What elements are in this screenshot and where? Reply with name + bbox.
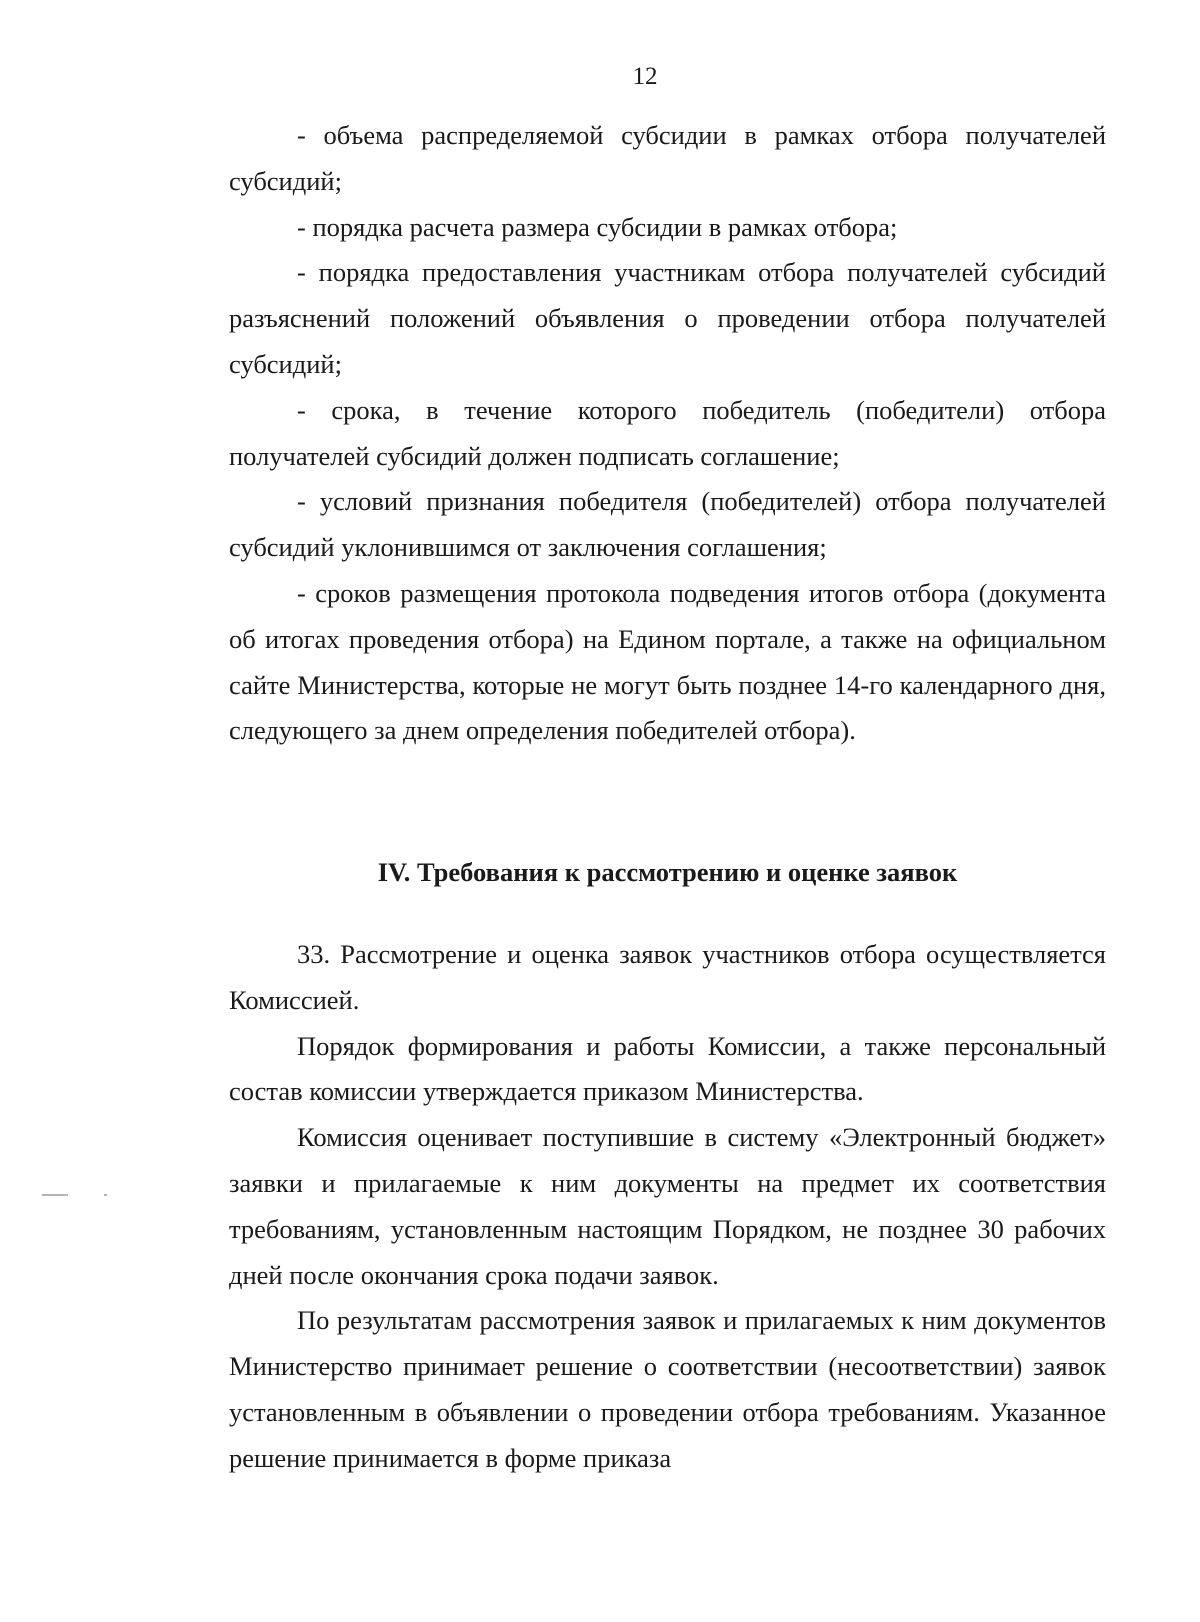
paragraph: 33. Рассмотрение и оценка заявок участников отбора осуществляется Комиссией. (229, 939, 1106, 1015)
list-item: - порядка расчета размера субсидии в рамках отбора; (297, 211, 898, 242)
paragraph: Комиссия оценивает поступившие в систему «Электронный бюджет» заявки и прилагаемые к ним документы на предмет их соответствия требованиям, установленным настоящим Порядком, не позднее 30 рабочих дней после окончания срока подачи заявок. (229, 1122, 1106, 1290)
paragraph: По результатам рассмотрения заявок и прилагаемых к ним документов Министерство принимает решение о соответствии (несоответствии) заявок установленным в объявлении о проведении отбора требованиям. Указанное решение принимается в форме приказа (229, 1305, 1106, 1473)
list-item: - объема распределяемой субсидии в рамках отбора получателей субсидий; (229, 120, 1106, 196)
paragraph: Порядок формирования и работы Комиссии, а также персональный состав комиссии утверждается приказом Министерства. (229, 1030, 1106, 1107)
page-number: 12 (632, 63, 658, 90)
list-item: - условий признания победителя (победителей) отбора получателей субсидий уклонившимся от заключения соглашения; (229, 486, 1106, 563)
section-body (229, 932, 1106, 1482)
list-item: - порядка предоставления участникам отбора получателей субсидий разъяснений положений объявления о проведении отбора получателей субсидий; (229, 257, 1106, 379)
list-item: - сроков размещения протокола подведения итогов отбора (документа об итогах проведения отбора) на Едином портале, а также на официальном сайте Министерства, которые не могут быть позднее 14-го календарного дня, следующего за днем определения победителей отбора). (229, 577, 1106, 746)
scan-artifact (42, 1194, 68, 1196)
scan-artifact (104, 1194, 107, 1196)
list-item: - срока, в течение которого победитель (победители) отбора получателей субсидий должен подписать соглашение; (229, 394, 1106, 471)
list-block (229, 113, 1106, 754)
section-heading: IV. Требования к рассмотрению и оценке заявок (377, 857, 958, 887)
